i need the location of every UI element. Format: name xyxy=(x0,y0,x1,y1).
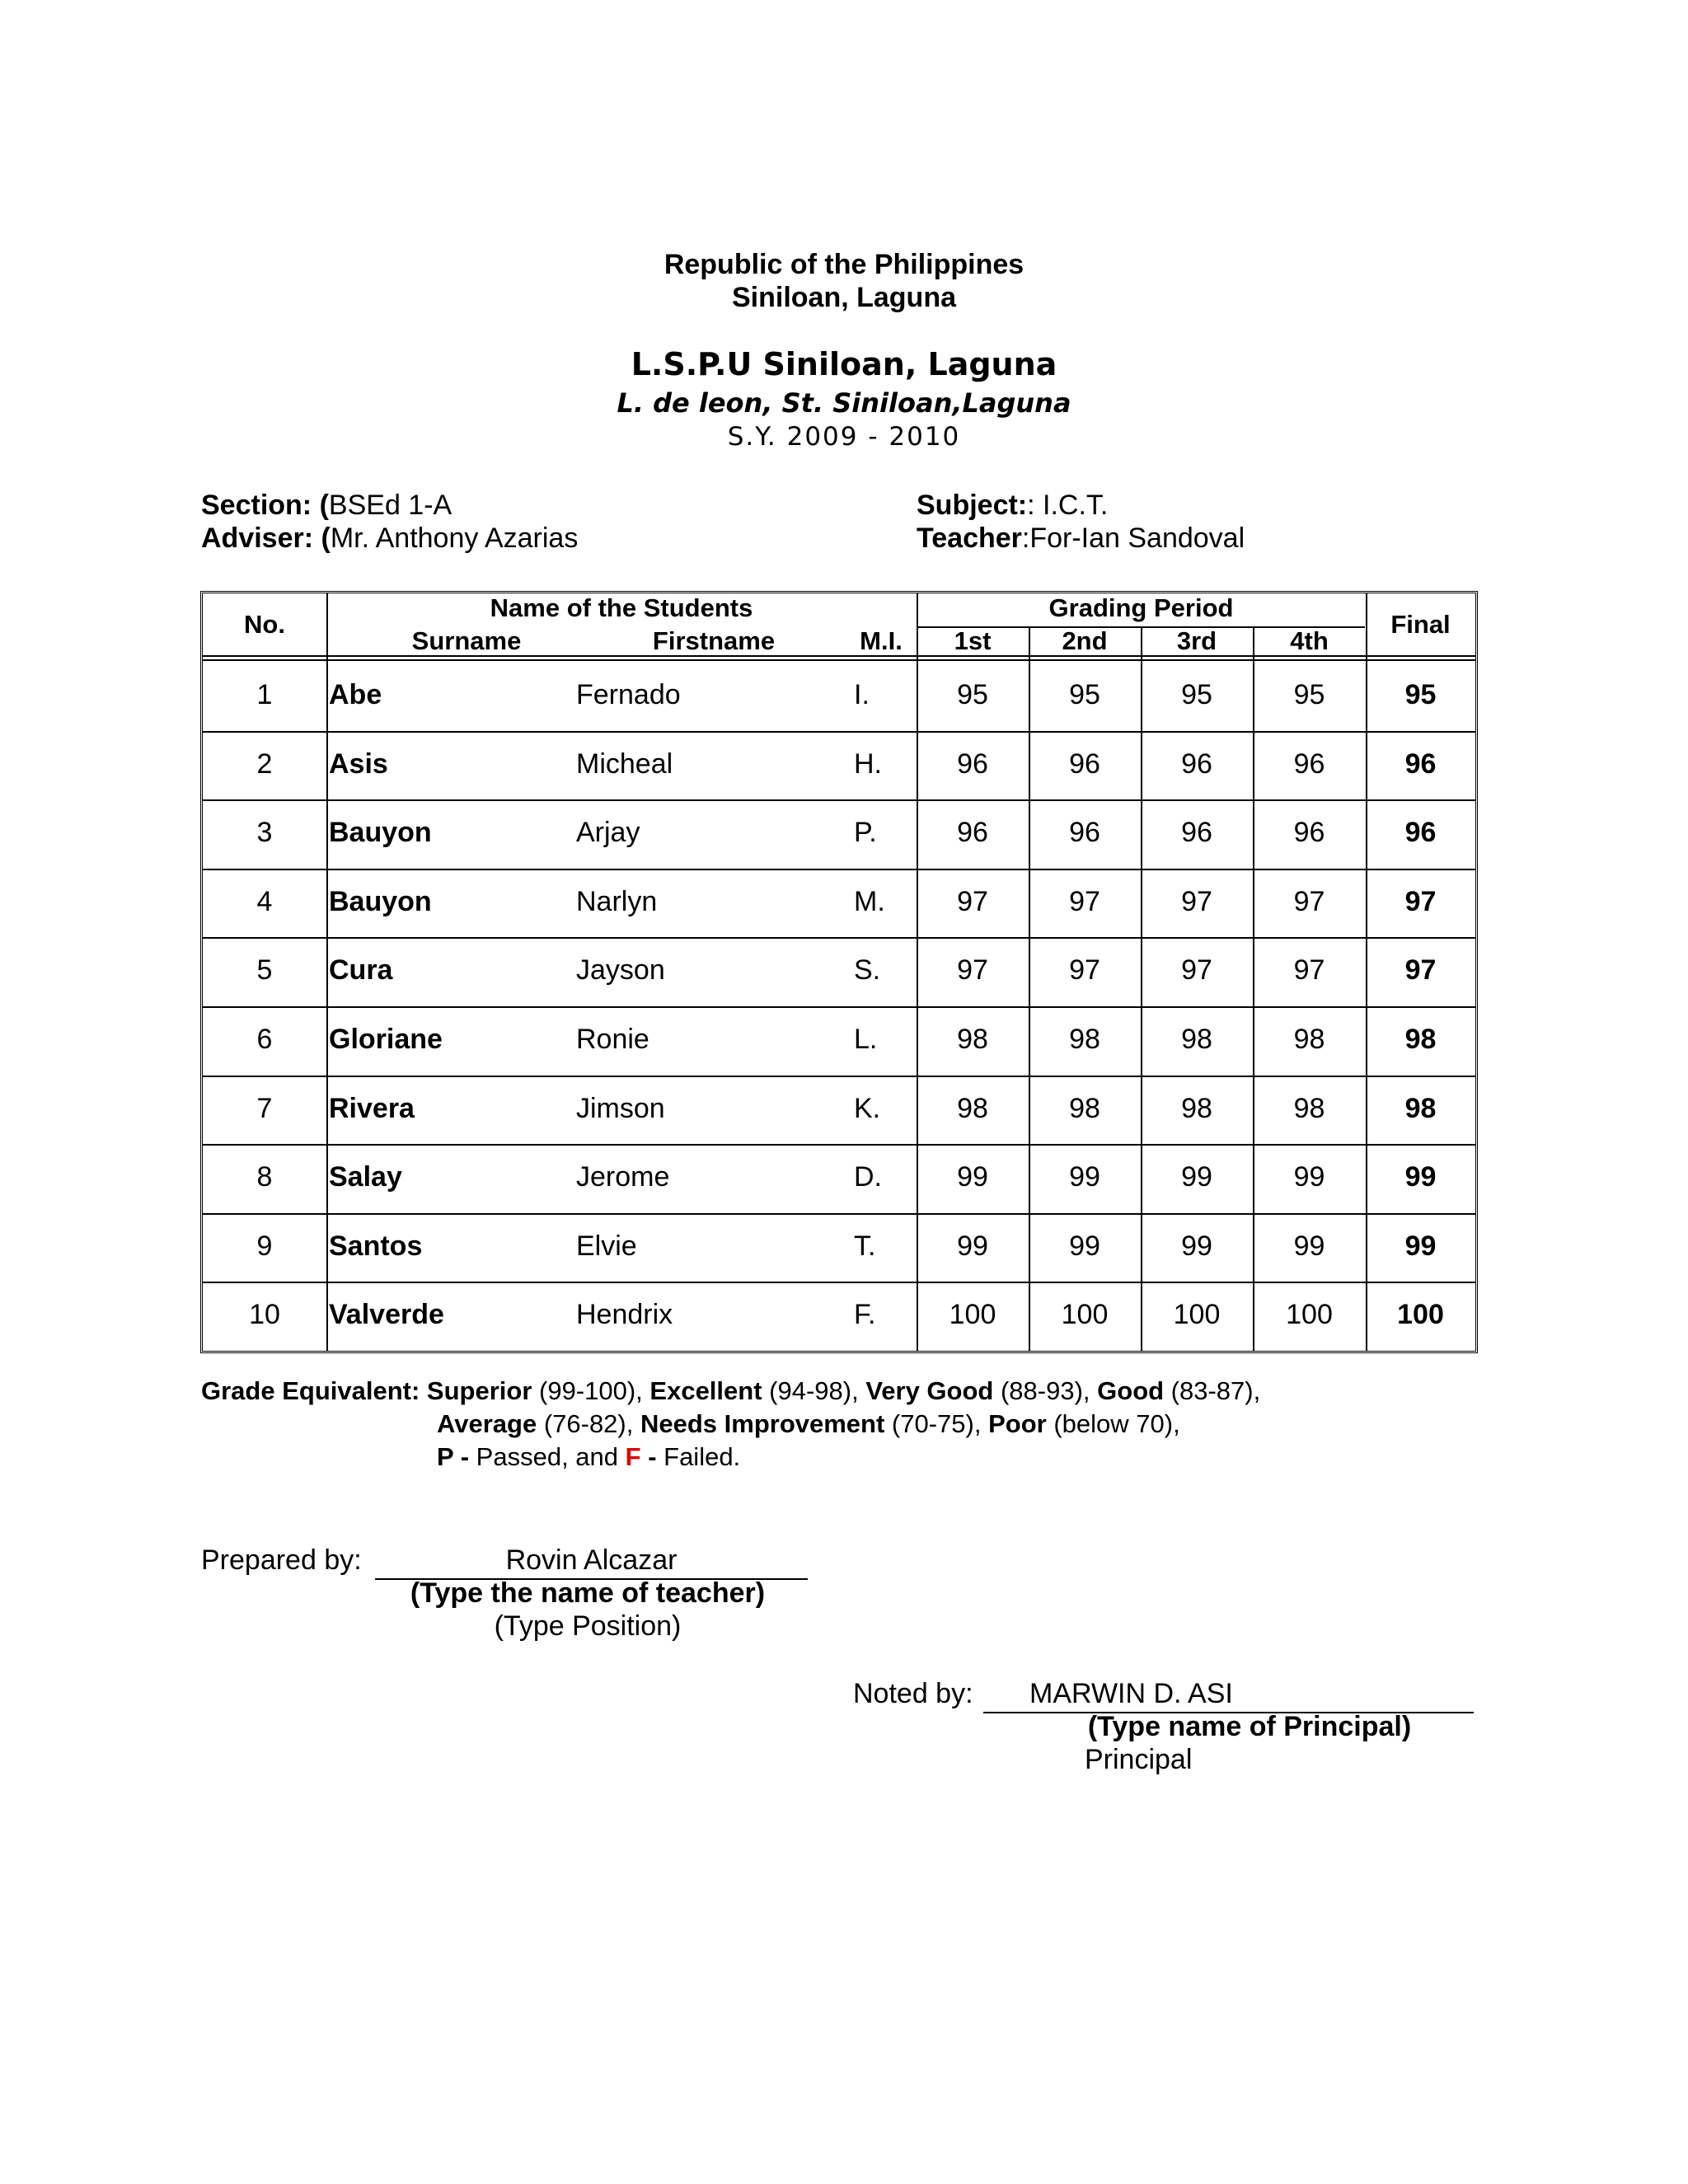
cell-q1: 98 xyxy=(957,1092,988,1124)
cell-q3: 96 xyxy=(1181,817,1212,849)
cell-q2: 98 xyxy=(1069,1024,1100,1055)
adviser-label: Adviser: ( xyxy=(201,523,331,554)
header-mi: M.I. xyxy=(860,626,903,655)
adviser-line xyxy=(201,523,578,555)
cell-no: 1 xyxy=(256,679,273,710)
cell-firstname: Narlyn xyxy=(576,885,658,917)
section-value: BSEd 1-A xyxy=(328,490,452,521)
cell-mi: T. xyxy=(854,1230,876,1262)
row-divider xyxy=(203,731,1475,733)
noted-name: MARWIN D. ASI xyxy=(1029,1678,1233,1709)
school-year: S.Y. 2009 - 2010 xyxy=(727,422,961,452)
subject-value: : I.C.T. xyxy=(1027,490,1109,521)
header-q3: 3rd xyxy=(1176,626,1217,655)
header-q2: 2nd xyxy=(1062,626,1108,655)
legend-f-letter: F xyxy=(625,1442,641,1471)
cell-mi: F. xyxy=(854,1299,876,1331)
cell-q4: 98 xyxy=(1293,1024,1325,1055)
cell-q2: 100 xyxy=(1061,1299,1109,1331)
cell-final: 96 xyxy=(1404,817,1437,849)
legend-poor-range: (below 70), xyxy=(1046,1409,1180,1438)
legend-failed-text: Failed. xyxy=(656,1442,741,1471)
header-final: Final xyxy=(1390,610,1451,639)
cell-no: 6 xyxy=(256,1024,273,1055)
cell-final: 99 xyxy=(1404,1230,1437,1262)
subject-line xyxy=(917,490,1108,522)
cell-q3: 95 xyxy=(1181,679,1212,710)
cell-q4: 97 xyxy=(1293,885,1325,917)
cell-q4: 98 xyxy=(1293,1092,1325,1124)
cell-firstname: Jimson xyxy=(576,1092,665,1124)
cell-surname: Bauyon xyxy=(329,817,432,849)
cell-q3: 96 xyxy=(1181,748,1212,780)
cell-q4: 95 xyxy=(1293,679,1325,710)
cell-no: 7 xyxy=(256,1092,273,1124)
cell-surname: Salay xyxy=(329,1161,402,1193)
cell-q3: 98 xyxy=(1181,1024,1212,1055)
cell-mi: P. xyxy=(854,817,877,849)
cell-q3: 100 xyxy=(1173,1299,1221,1331)
cell-q2: 98 xyxy=(1069,1092,1100,1124)
cell-q2: 95 xyxy=(1069,679,1100,710)
cell-final: 99 xyxy=(1404,1161,1437,1193)
cell-mi: K. xyxy=(854,1092,881,1124)
row-divider xyxy=(203,937,1475,939)
cell-q4: 99 xyxy=(1293,1161,1325,1193)
cell-final: 97 xyxy=(1404,885,1437,917)
cell-firstname: Fernado xyxy=(576,679,681,710)
cell-q4: 97 xyxy=(1293,954,1325,987)
legend-needs-improvement: Needs Improvement xyxy=(640,1409,885,1438)
cell-no: 4 xyxy=(256,885,273,917)
cell-surname: Cura xyxy=(329,954,393,987)
header-q1: 1st xyxy=(954,626,992,655)
legend-superior: Superior xyxy=(426,1376,532,1405)
cell-final: 98 xyxy=(1404,1024,1437,1055)
cell-final: 96 xyxy=(1404,748,1437,780)
row-divider xyxy=(203,1144,1475,1146)
row-divider xyxy=(203,1076,1475,1077)
cell-mi: I. xyxy=(854,679,870,710)
cell-mi: M. xyxy=(854,885,885,917)
cell-q1: 99 xyxy=(957,1161,988,1193)
cell-final: 100 xyxy=(1397,1299,1444,1331)
cell-q4: 100 xyxy=(1286,1299,1333,1331)
legend-excellent-range: (94-98), xyxy=(762,1376,866,1405)
cell-q2: 99 xyxy=(1069,1230,1100,1262)
cell-surname: Santos xyxy=(329,1230,423,1262)
cell-surname: Rivera xyxy=(329,1092,415,1124)
prepared-caption: (Type the name of teacher) xyxy=(410,1577,766,1609)
cell-q1: 96 xyxy=(957,817,988,849)
teacher-value: :For-Ian Sandoval xyxy=(1021,523,1245,554)
cell-q4: 96 xyxy=(1293,817,1325,849)
cell-mi: S. xyxy=(854,954,881,987)
cell-q1: 99 xyxy=(957,1230,988,1262)
cell-mi: H. xyxy=(854,748,882,780)
cell-q2: 99 xyxy=(1069,1161,1100,1193)
teacher-label: Teacher xyxy=(917,523,1022,554)
cell-surname: Abe xyxy=(329,679,382,710)
noted-label: Noted by: xyxy=(853,1678,973,1709)
cell-firstname: Ronie xyxy=(576,1024,649,1055)
legend-very-good-range: (88-93), xyxy=(993,1376,1098,1405)
header-grading-group: Grading Period xyxy=(1048,593,1234,622)
cell-q2: 97 xyxy=(1069,954,1100,987)
cell-no: 3 xyxy=(256,817,273,849)
cell-no: 5 xyxy=(256,954,273,987)
header-q4: 4th xyxy=(1290,626,1329,655)
cell-final: 98 xyxy=(1404,1092,1437,1124)
legend-superior-range: (99-100), xyxy=(532,1376,650,1405)
legend-average-range: (76-82), xyxy=(537,1409,640,1438)
cell-firstname: Micheal xyxy=(576,748,673,780)
cell-firstname: Arjay xyxy=(576,817,640,849)
legend-line-2 xyxy=(437,1409,1180,1439)
header-firstname: Firstname xyxy=(652,626,776,655)
cell-q1: 100 xyxy=(949,1299,996,1331)
cell-q1: 97 xyxy=(957,954,988,987)
cell-q2: 96 xyxy=(1069,748,1100,780)
cell-firstname: Jayson xyxy=(576,954,665,987)
cell-no: 9 xyxy=(256,1230,273,1262)
cell-q4: 96 xyxy=(1293,748,1325,780)
prepared-label: Prepared by: xyxy=(201,1544,362,1576)
legend-average: Average xyxy=(437,1409,537,1438)
section-line xyxy=(201,490,452,522)
header-no: No. xyxy=(244,610,285,639)
row-divider xyxy=(203,1213,1475,1215)
section-label: Section: ( xyxy=(201,490,329,521)
cell-no: 10 xyxy=(249,1299,280,1331)
subject-label: Subject: xyxy=(917,490,1028,521)
legend-needs-improvement-range: (70-75), xyxy=(884,1409,989,1438)
row-divider xyxy=(203,1282,1475,1283)
legend-good: Good xyxy=(1097,1376,1165,1405)
cell-final: 97 xyxy=(1404,954,1437,987)
cell-surname: Asis xyxy=(329,748,388,780)
school-name: L.S.P.U Siniloan, Laguna xyxy=(631,346,1057,382)
noted-position: Principal xyxy=(1085,1744,1193,1775)
cell-firstname: Hendrix xyxy=(576,1299,673,1331)
cell-q1: 97 xyxy=(957,885,988,917)
adviser-value: Mr. Anthony Azarias xyxy=(330,523,579,554)
cell-q1: 96 xyxy=(957,748,988,780)
cell-q3: 99 xyxy=(1181,1230,1212,1262)
header-name-group: Name of the Students xyxy=(490,593,753,622)
header-town: Siniloan, Laguna xyxy=(731,282,957,313)
cell-no: 8 xyxy=(256,1161,273,1193)
cell-no: 2 xyxy=(256,748,273,780)
legend-poor: Poor xyxy=(988,1409,1047,1438)
row-divider xyxy=(203,1006,1475,1008)
cell-q1: 98 xyxy=(957,1024,988,1055)
teacher-line xyxy=(917,523,1245,555)
school-address: L. de leon, St. Siniloan,Laguna xyxy=(617,387,1071,419)
cell-q4: 99 xyxy=(1293,1230,1325,1262)
cell-q3: 98 xyxy=(1181,1092,1212,1124)
legend-line-3 xyxy=(437,1442,740,1472)
cell-surname: Valverde xyxy=(329,1299,444,1331)
cell-mi: D. xyxy=(854,1161,882,1193)
cell-firstname: Jerome xyxy=(576,1161,670,1193)
cell-firstname: Elvie xyxy=(576,1230,637,1262)
legend-title: Grade Equivalent: xyxy=(201,1376,420,1405)
prepared-name: Rovin Alcazar xyxy=(505,1544,678,1576)
legend-excellent: Excellent xyxy=(649,1376,762,1405)
header-surname: Surname xyxy=(411,626,522,655)
noted-caption: (Type name of Principal) xyxy=(1087,1711,1412,1742)
cell-q1: 95 xyxy=(957,679,988,710)
cell-q2: 96 xyxy=(1069,817,1100,849)
cell-mi: L. xyxy=(854,1024,878,1055)
cell-q3: 97 xyxy=(1181,885,1212,917)
cell-surname: Gloriane xyxy=(329,1024,443,1055)
prepared-position: (Type Position) xyxy=(494,1610,682,1642)
row-divider xyxy=(203,799,1475,801)
legend-line-1 xyxy=(201,1376,1260,1406)
header-country: Republic of the Philippines xyxy=(663,249,1025,280)
cell-q3: 97 xyxy=(1181,954,1212,987)
row-divider xyxy=(203,869,1475,870)
legend-good-range: (83-87), xyxy=(1164,1376,1261,1405)
cell-q2: 97 xyxy=(1069,885,1100,917)
legend-f-dash: - xyxy=(640,1442,657,1471)
legend-passed-text: Passed, and xyxy=(469,1442,626,1471)
cell-surname: Bauyon xyxy=(329,885,432,917)
legend-very-good: Very Good xyxy=(865,1376,994,1405)
cell-final: 95 xyxy=(1404,679,1437,710)
grades-table xyxy=(200,591,1478,1353)
cell-q3: 99 xyxy=(1181,1161,1212,1193)
legend-p-letter: P - xyxy=(437,1442,470,1471)
